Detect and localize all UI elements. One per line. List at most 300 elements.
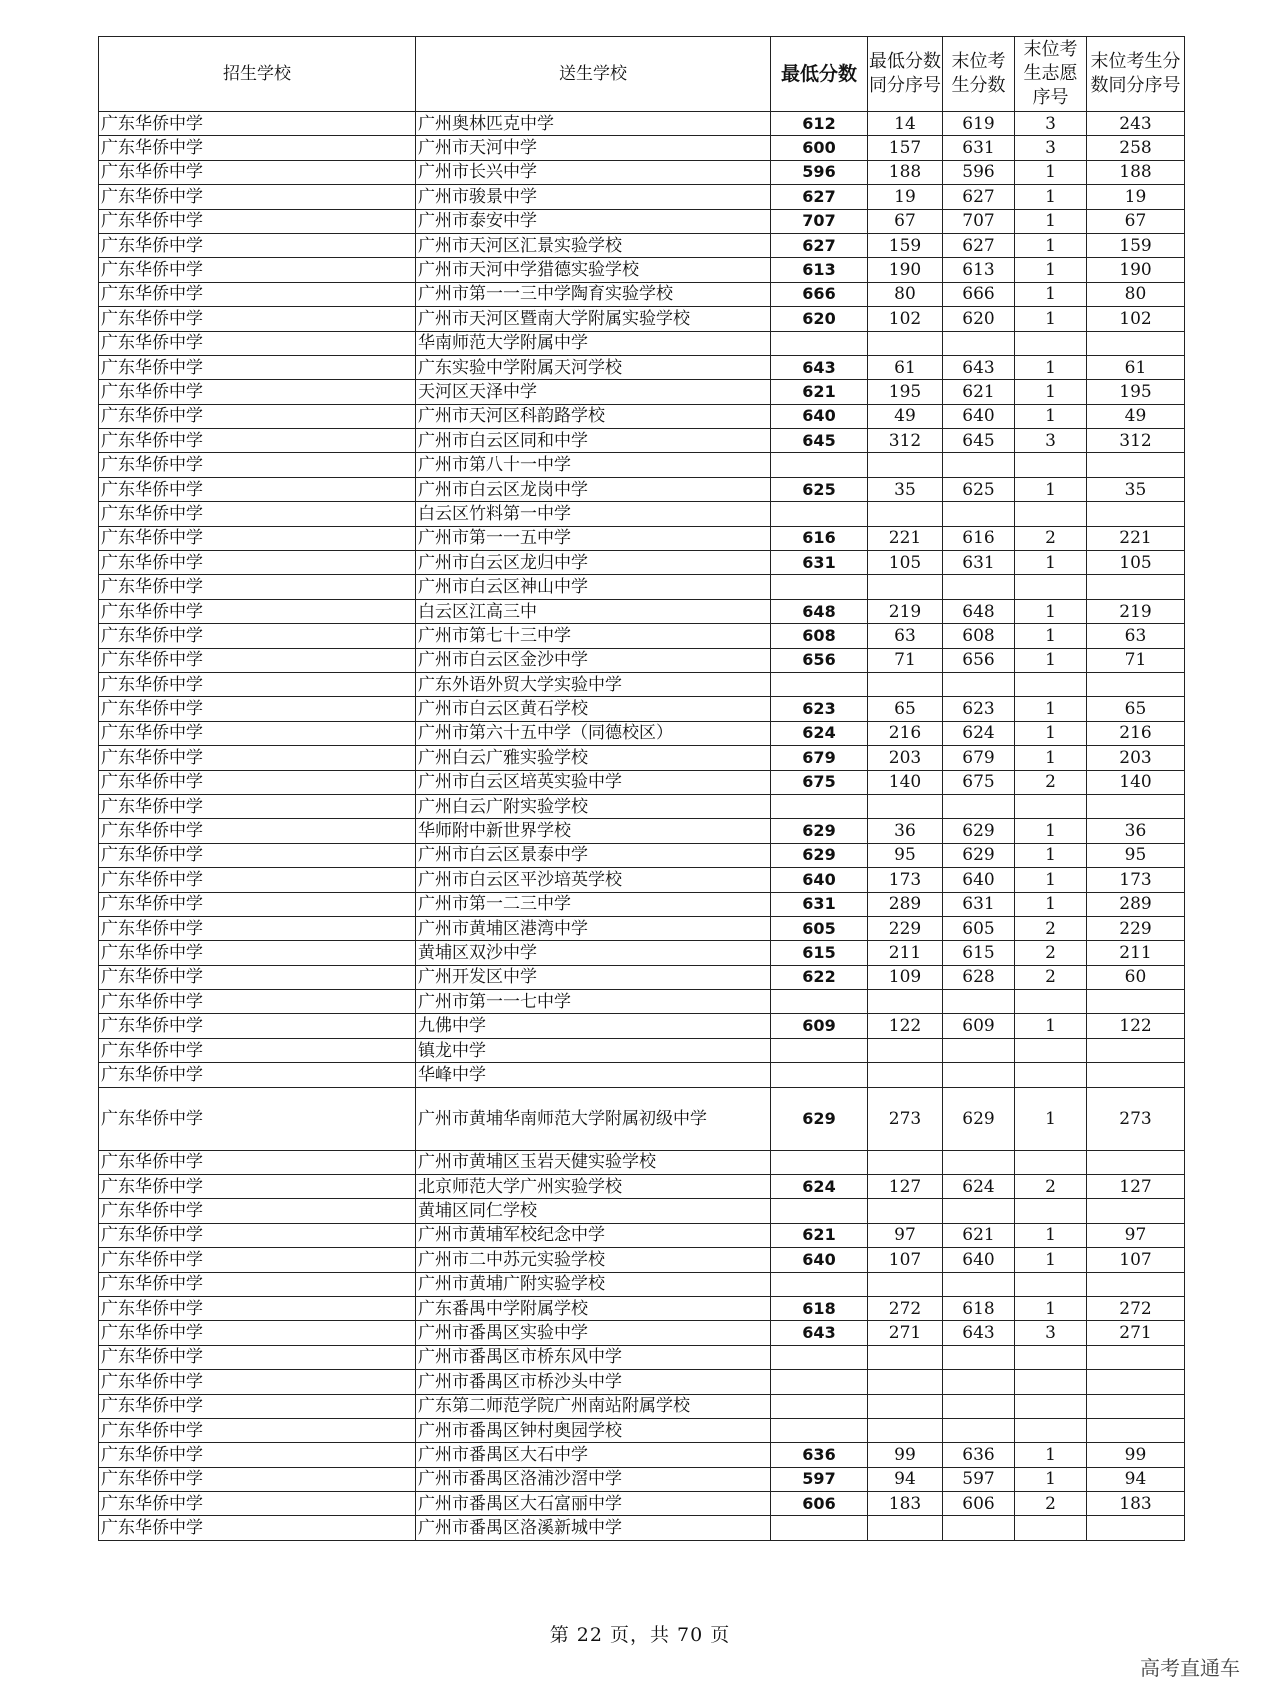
cell-last-score: 624 (943, 721, 1015, 745)
cell-send-school: 广州市黄埔区玉岩天健实验学校 (416, 1150, 771, 1174)
cell-last-choice (1015, 1272, 1087, 1296)
cell-min-score: 656 (771, 648, 868, 672)
cell-min-rank: 203 (868, 746, 943, 770)
table-row (99, 380, 1185, 404)
header-min-rank: 最低分数同分序号 (868, 37, 943, 112)
cell-min-rank: 272 (868, 1296, 943, 1320)
cell-last-choice: 1 (1015, 648, 1087, 672)
cell-last-choice: 1 (1015, 185, 1087, 209)
cell-min-rank (868, 1345, 943, 1369)
cell-recruit-school: 广东华侨中学 (99, 599, 416, 623)
cell-last-rank: 289 (1087, 892, 1185, 916)
cell-last-rank: 60 (1087, 965, 1185, 989)
cell-min-score: 597 (771, 1467, 868, 1491)
cell-min-rank: 188 (868, 160, 943, 184)
cell-last-score: 645 (943, 429, 1015, 453)
cell-send-school: 广州市白云区平沙培英学校 (416, 868, 771, 892)
cell-last-score (943, 502, 1015, 526)
table-row (99, 672, 1185, 696)
cell-send-school: 广州市番禺区大石富丽中学 (416, 1492, 771, 1516)
cell-send-school: 广州市白云区龙归中学 (416, 551, 771, 575)
cell-last-score (943, 990, 1015, 1014)
cell-last-rank: 312 (1087, 429, 1185, 453)
cell-send-school: 广州市泰安中学 (416, 209, 771, 233)
cell-send-school: 华峰中学 (416, 1063, 771, 1087)
cell-min-rank: 289 (868, 892, 943, 916)
cell-min-score (771, 331, 868, 355)
cell-last-choice: 3 (1015, 112, 1087, 136)
table-row (99, 1038, 1185, 1062)
cell-min-rank: 140 (868, 770, 943, 794)
cell-min-rank: 273 (868, 1087, 943, 1150)
cell-last-score: 615 (943, 941, 1015, 965)
cell-recruit-school: 广东华侨中学 (99, 1321, 416, 1345)
cell-last-rank: 183 (1087, 1492, 1185, 1516)
cell-send-school: 广州市白云区同和中学 (416, 429, 771, 453)
cell-last-rank: 49 (1087, 404, 1185, 428)
cell-send-school: 白云区江高三中 (416, 599, 771, 623)
cell-send-school: 广州市天河中学猎德实验学校 (416, 258, 771, 282)
table-body (99, 112, 1185, 1541)
cell-last-choice (1015, 1038, 1087, 1062)
cell-last-rank: 211 (1087, 941, 1185, 965)
cell-last-choice: 1 (1015, 819, 1087, 843)
cell-last-choice (1015, 1394, 1087, 1418)
cell-min-score: 624 (771, 721, 868, 745)
cell-last-score: 707 (943, 209, 1015, 233)
cell-min-rank: 211 (868, 941, 943, 965)
table-row (99, 599, 1185, 623)
cell-last-rank (1087, 1063, 1185, 1087)
cell-min-score: 605 (771, 916, 868, 940)
cell-min-rank: 71 (868, 648, 943, 672)
cell-recruit-school: 广东华侨中学 (99, 941, 416, 965)
cell-recruit-school: 广东华侨中学 (99, 1199, 416, 1223)
cell-last-score (943, 1150, 1015, 1174)
cell-send-school: 广州市白云区黄石学校 (416, 697, 771, 721)
cell-min-score (771, 1418, 868, 1442)
cell-last-score (943, 794, 1015, 818)
cell-min-score: 648 (771, 599, 868, 623)
cell-last-choice: 1 (1015, 209, 1087, 233)
cell-last-rank (1087, 1394, 1185, 1418)
cell-min-rank (868, 1272, 943, 1296)
table-row (99, 233, 1185, 257)
cell-last-rank: 203 (1087, 746, 1185, 770)
cell-last-choice: 1 (1015, 1223, 1087, 1247)
cell-send-school: 广州市黄埔华南师范大学附属初级中学 (416, 1087, 771, 1150)
cell-send-school: 广州市第六十五中学（同德校区） (416, 721, 771, 745)
header-recruit-school: 招生学校 (99, 37, 416, 112)
cell-min-rank (868, 575, 943, 599)
cell-send-school: 华师附中新世界学校 (416, 819, 771, 843)
cell-send-school: 广州市番禺区钟村奥园学校 (416, 1418, 771, 1442)
cell-last-rank: 35 (1087, 477, 1185, 501)
cell-min-score: 606 (771, 1492, 868, 1516)
cell-recruit-school: 广东华侨中学 (99, 502, 416, 526)
cell-send-school: 广州市长兴中学 (416, 160, 771, 184)
cell-min-score: 643 (771, 1321, 868, 1345)
cell-recruit-school: 广东华侨中学 (99, 990, 416, 1014)
cell-recruit-school: 广东华侨中学 (99, 1492, 416, 1516)
cell-min-score (771, 1199, 868, 1223)
cell-last-choice: 1 (1015, 233, 1087, 257)
cell-min-score (771, 1038, 868, 1062)
cell-min-score: 636 (771, 1443, 868, 1467)
cell-last-score: 605 (943, 916, 1015, 940)
cell-min-rank: 67 (868, 209, 943, 233)
cell-last-rank: 19 (1087, 185, 1185, 209)
cell-recruit-school: 广东华侨中学 (99, 1418, 416, 1442)
cell-last-rank: 271 (1087, 1321, 1185, 1345)
table-row (99, 1516, 1185, 1540)
cell-send-school: 广州市黄埔广附实验学校 (416, 1272, 771, 1296)
cell-last-choice: 2 (1015, 965, 1087, 989)
cell-last-choice: 3 (1015, 429, 1087, 453)
cell-recruit-school: 广东华侨中学 (99, 258, 416, 282)
table-row (99, 526, 1185, 550)
cell-min-score: 620 (771, 307, 868, 331)
cell-last-choice: 1 (1015, 892, 1087, 916)
cell-min-rank (868, 1516, 943, 1540)
cell-last-choice (1015, 453, 1087, 477)
cell-last-choice: 1 (1015, 1443, 1087, 1467)
cell-recruit-school: 广东华侨中学 (99, 1272, 416, 1296)
cell-last-score: 643 (943, 1321, 1015, 1345)
cell-min-score (771, 1272, 868, 1296)
cell-last-rank: 80 (1087, 282, 1185, 306)
table-row (99, 843, 1185, 867)
table-row (99, 355, 1185, 379)
cell-recruit-school: 广东华侨中学 (99, 1370, 416, 1394)
cell-min-score: 621 (771, 1223, 868, 1247)
cell-recruit-school: 广东华侨中学 (99, 819, 416, 843)
cell-send-school: 广州市骏景中学 (416, 185, 771, 209)
cell-recruit-school: 广东华侨中学 (99, 794, 416, 818)
table-row (99, 648, 1185, 672)
cell-recruit-school: 广东华侨中学 (99, 185, 416, 209)
cell-last-score: 631 (943, 551, 1015, 575)
cell-recruit-school: 广东华侨中学 (99, 477, 416, 501)
cell-last-choice (1015, 1150, 1087, 1174)
table-row (99, 868, 1185, 892)
table-row (99, 746, 1185, 770)
cell-last-choice: 1 (1015, 1248, 1087, 1272)
cell-recruit-school: 广东华侨中学 (99, 1087, 416, 1150)
cell-last-choice: 2 (1015, 941, 1087, 965)
cell-recruit-school: 广东华侨中学 (99, 965, 416, 989)
cell-last-rank: 105 (1087, 551, 1185, 575)
cell-min-rank: 36 (868, 819, 943, 843)
header-last-rank: 末位考生分数同分序号 (1087, 37, 1185, 112)
cell-last-rank: 99 (1087, 1443, 1185, 1467)
cell-min-rank (868, 1418, 943, 1442)
cell-send-school: 广东第二师范学院广州南站附属学校 (416, 1394, 771, 1418)
cell-last-rank: 221 (1087, 526, 1185, 550)
table-row (99, 551, 1185, 575)
cell-recruit-school: 广东华侨中学 (99, 160, 416, 184)
table-row (99, 136, 1185, 160)
cell-min-score: 600 (771, 136, 868, 160)
cell-last-score: 621 (943, 380, 1015, 404)
cell-min-score: 625 (771, 477, 868, 501)
cell-send-school: 广州市番禺区洛浦沙滘中学 (416, 1467, 771, 1491)
cell-min-rank: 102 (868, 307, 943, 331)
cell-last-score: 616 (943, 526, 1015, 550)
cell-last-rank (1087, 1272, 1185, 1296)
cell-send-school: 广州市白云区景泰中学 (416, 843, 771, 867)
cell-last-choice: 1 (1015, 477, 1087, 501)
cell-min-rank: 95 (868, 843, 943, 867)
cell-last-score (943, 453, 1015, 477)
cell-last-rank: 195 (1087, 380, 1185, 404)
cell-last-score: 621 (943, 1223, 1015, 1247)
cell-min-rank: 312 (868, 429, 943, 453)
cell-last-choice: 1 (1015, 868, 1087, 892)
cell-last-choice: 1 (1015, 258, 1087, 282)
cell-recruit-school: 广东华侨中学 (99, 868, 416, 892)
table-row (99, 258, 1185, 282)
cell-last-rank: 188 (1087, 160, 1185, 184)
cell-last-choice (1015, 1199, 1087, 1223)
table-row (99, 990, 1185, 1014)
cell-last-score (943, 1516, 1015, 1540)
cell-min-score: 666 (771, 282, 868, 306)
cell-last-choice: 1 (1015, 599, 1087, 623)
cell-send-school: 广州白云广附实验学校 (416, 794, 771, 818)
cell-last-rank: 102 (1087, 307, 1185, 331)
cell-send-school: 广州市番禺区大石中学 (416, 1443, 771, 1467)
cell-last-choice: 1 (1015, 624, 1087, 648)
cell-min-rank: 14 (868, 112, 943, 136)
table-row (99, 575, 1185, 599)
cell-last-score: 625 (943, 477, 1015, 501)
cell-send-school: 广州市白云区神山中学 (416, 575, 771, 599)
cell-last-choice: 1 (1015, 160, 1087, 184)
cell-min-rank: 216 (868, 721, 943, 745)
cell-last-score: 596 (943, 160, 1015, 184)
cell-min-score: 621 (771, 380, 868, 404)
header-min-score: 最低分数 (771, 37, 868, 112)
table-row (99, 819, 1185, 843)
cell-recruit-school: 广东华侨中学 (99, 746, 416, 770)
cell-last-rank (1087, 575, 1185, 599)
cell-min-rank (868, 1063, 943, 1087)
cell-last-rank (1087, 453, 1185, 477)
cell-last-choice: 1 (1015, 1014, 1087, 1038)
cell-recruit-school: 广东华侨中学 (99, 1223, 416, 1247)
cell-min-score: 609 (771, 1014, 868, 1038)
cell-last-choice (1015, 502, 1087, 526)
cell-min-score (771, 453, 868, 477)
cell-min-score (771, 1394, 868, 1418)
table-row (99, 1492, 1185, 1516)
cell-last-choice: 1 (1015, 355, 1087, 379)
cell-recruit-school: 广东华侨中学 (99, 526, 416, 550)
cell-min-rank: 157 (868, 136, 943, 160)
cell-last-choice (1015, 1345, 1087, 1369)
cell-min-rank: 195 (868, 380, 943, 404)
table-row (99, 1150, 1185, 1174)
cell-send-school: 广州市白云区龙岗中学 (416, 477, 771, 501)
cell-min-score (771, 1345, 868, 1369)
cell-last-rank: 140 (1087, 770, 1185, 794)
table-row (99, 794, 1185, 818)
cell-last-score: 629 (943, 843, 1015, 867)
cell-min-score: 707 (771, 209, 868, 233)
cell-send-school: 广州市黄埔军校纪念中学 (416, 1223, 771, 1247)
cell-recruit-school: 广东华侨中学 (99, 112, 416, 136)
table-row (99, 282, 1185, 306)
cell-recruit-school: 广东华侨中学 (99, 1175, 416, 1199)
cell-send-school: 广州市番禺区市桥沙头中学 (416, 1370, 771, 1394)
cell-send-school: 九佛中学 (416, 1014, 771, 1038)
cell-min-rank: 63 (868, 624, 943, 648)
cell-last-score (943, 1038, 1015, 1062)
cell-last-score: 640 (943, 868, 1015, 892)
table-row (99, 307, 1185, 331)
cell-last-rank (1087, 990, 1185, 1014)
cell-last-rank (1087, 1516, 1185, 1540)
cell-send-school: 广州市白云区培英实验中学 (416, 770, 771, 794)
table-row (99, 770, 1185, 794)
cell-last-rank (1087, 1199, 1185, 1223)
header-last-score: 末位考生分数 (943, 37, 1015, 112)
table-row (99, 1175, 1185, 1199)
cell-recruit-school: 广东华侨中学 (99, 1394, 416, 1418)
admission-score-table (98, 36, 1185, 1541)
cell-last-rank (1087, 794, 1185, 818)
cell-last-choice: 2 (1015, 916, 1087, 940)
cell-min-rank (868, 1370, 943, 1394)
cell-min-score: 675 (771, 770, 868, 794)
cell-last-rank: 190 (1087, 258, 1185, 282)
cell-last-rank: 122 (1087, 1014, 1185, 1038)
cell-min-rank: 173 (868, 868, 943, 892)
cell-last-choice: 1 (1015, 1296, 1087, 1320)
table-row (99, 1345, 1185, 1369)
cell-last-rank: 219 (1087, 599, 1185, 623)
cell-last-score (943, 1272, 1015, 1296)
cell-min-score: 618 (771, 1296, 868, 1320)
cell-recruit-school: 广东华侨中学 (99, 916, 416, 940)
cell-last-score: 656 (943, 648, 1015, 672)
cell-recruit-school: 广东华侨中学 (99, 1063, 416, 1087)
cell-recruit-school: 广东华侨中学 (99, 697, 416, 721)
cell-min-score (771, 1516, 868, 1540)
cell-min-score (771, 502, 868, 526)
cell-recruit-school: 广东华侨中学 (99, 1443, 416, 1467)
cell-recruit-school: 广东华侨中学 (99, 380, 416, 404)
table-row (99, 185, 1185, 209)
cell-last-choice: 1 (1015, 1467, 1087, 1491)
page-number: 第 22 页，共 70 页 (549, 1624, 731, 1646)
table-row (99, 1248, 1185, 1272)
cell-last-choice: 1 (1015, 1087, 1087, 1150)
cell-last-choice (1015, 575, 1087, 599)
cell-send-school: 镇龙中学 (416, 1038, 771, 1062)
cell-last-rank: 97 (1087, 1223, 1185, 1247)
cell-min-score: 629 (771, 1087, 868, 1150)
table-row (99, 502, 1185, 526)
cell-recruit-school: 广东华侨中学 (99, 453, 416, 477)
cell-recruit-school: 广东华侨中学 (99, 1345, 416, 1369)
cell-send-school: 广东番禺中学附属学校 (416, 1296, 771, 1320)
cell-min-score: 640 (771, 1248, 868, 1272)
cell-min-score: 612 (771, 112, 868, 136)
cell-min-rank: 122 (868, 1014, 943, 1038)
cell-last-choice: 1 (1015, 697, 1087, 721)
table-row (99, 1063, 1185, 1087)
cell-last-choice: 1 (1015, 551, 1087, 575)
table-header-row (99, 37, 1185, 112)
cell-send-school: 黄埔区双沙中学 (416, 941, 771, 965)
table-row (99, 1370, 1185, 1394)
cell-min-rank: 109 (868, 965, 943, 989)
cell-min-score: 640 (771, 404, 868, 428)
cell-last-choice (1015, 794, 1087, 818)
cell-min-rank (868, 672, 943, 696)
cell-min-rank: 219 (868, 599, 943, 623)
table-row (99, 965, 1185, 989)
cell-last-choice: 1 (1015, 307, 1087, 331)
cell-min-score (771, 1370, 868, 1394)
cell-send-school: 广州市第八十一中学 (416, 453, 771, 477)
cell-last-score: 631 (943, 136, 1015, 160)
cell-min-score (771, 1150, 868, 1174)
cell-min-rank: 127 (868, 1175, 943, 1199)
cell-last-choice (1015, 1370, 1087, 1394)
cell-last-score: 609 (943, 1014, 1015, 1038)
cell-min-score: 679 (771, 746, 868, 770)
cell-recruit-school: 广东华侨中学 (99, 624, 416, 648)
cell-last-score: 640 (943, 404, 1015, 428)
cell-send-school: 广州市白云区金沙中学 (416, 648, 771, 672)
cell-send-school: 广州市第一一五中学 (416, 526, 771, 550)
cell-recruit-school: 广东华侨中学 (99, 1248, 416, 1272)
cell-min-rank: 159 (868, 233, 943, 257)
cell-recruit-school: 广东华侨中学 (99, 331, 416, 355)
cell-recruit-school: 广东华侨中学 (99, 1014, 416, 1038)
cell-min-score (771, 990, 868, 1014)
cell-last-rank: 63 (1087, 624, 1185, 648)
cell-recruit-school: 广东华侨中学 (99, 843, 416, 867)
cell-send-school: 广州开发区中学 (416, 965, 771, 989)
cell-last-choice: 2 (1015, 526, 1087, 550)
table-row (99, 429, 1185, 453)
cell-min-rank (868, 502, 943, 526)
cell-last-choice: 2 (1015, 770, 1087, 794)
cell-min-score: 627 (771, 233, 868, 257)
cell-min-rank (868, 794, 943, 818)
cell-send-school: 白云区竹料第一中学 (416, 502, 771, 526)
watermark-text: 高考直通车 (1140, 1656, 1240, 1680)
cell-last-score: 636 (943, 1443, 1015, 1467)
cell-recruit-school: 广东华侨中学 (99, 233, 416, 257)
cell-last-rank (1087, 1345, 1185, 1369)
cell-last-score: 613 (943, 258, 1015, 282)
cell-recruit-school: 广东华侨中学 (99, 770, 416, 794)
cell-last-score: 675 (943, 770, 1015, 794)
cell-recruit-school: 广东华侨中学 (99, 551, 416, 575)
table-row (99, 697, 1185, 721)
cell-last-score: 620 (943, 307, 1015, 331)
cell-last-score: 624 (943, 1175, 1015, 1199)
cell-last-choice: 1 (1015, 746, 1087, 770)
cell-last-score: 619 (943, 112, 1015, 136)
cell-recruit-school: 广东华侨中学 (99, 355, 416, 379)
table-row (99, 404, 1185, 428)
